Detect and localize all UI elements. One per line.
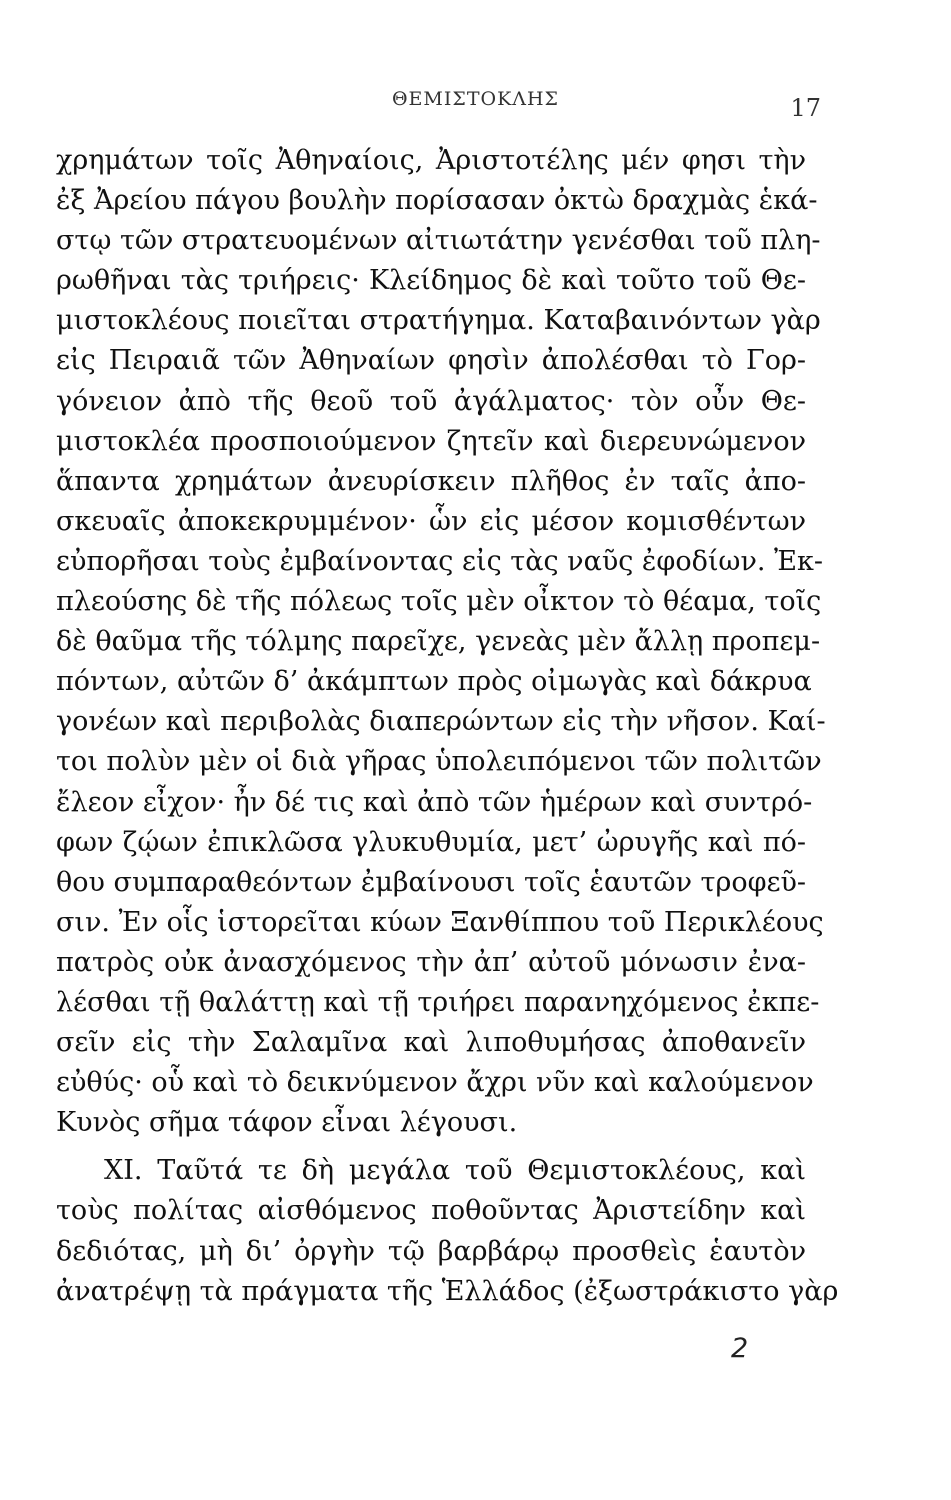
text-line: μιστοκλέους ποιεῖται στρατήγημα. Καταβαινόντων γὰρ xyxy=(56,305,821,337)
page-number: 17 xyxy=(790,94,821,122)
text-line: Κυνὸς σῆμα τάφον εἶναι λέγουσι. xyxy=(56,1107,518,1139)
text-line: ἔλεον εἶχον· ἦν δέ τις καὶ ἀπὸ τῶν ἡμέρων καὶ συντρό- xyxy=(56,786,813,818)
text-line: ἅπαντα χρημάτων ἀνευρίσκειν πλῆθος ἐν ταῖς ἀπο- xyxy=(56,465,806,497)
text-line: τοι πολὺν μὲν οἱ διὰ γῆρας ὑπολειπόμενοι τῶν πολιτῶν xyxy=(56,746,822,778)
text-line: γονέων καὶ περιβολὰς διαπερώντων εἰς τὴν νῆσον. Καί- xyxy=(56,706,826,738)
text-line: τοὺς πολίτας αἰσθόμενος ποθοῦντας Ἀριστείδην καὶ xyxy=(56,1195,806,1227)
text-line: χρημάτων τοῖς Ἀθηναίοις, Ἀριστοτέλης μέν φησι τὴν xyxy=(56,145,806,176)
text-line: πόντων, αὐτῶν δ’ ἀκάμπτων πρὸς οἰμωγὰς καὶ δάκρυα xyxy=(56,666,812,698)
text-line: πλεούσης δὲ τῆς πόλεως τοῖς μὲν οἶκτον τὸ θέαμα, τοῖς xyxy=(56,586,822,618)
text-line: ἀνατρέψῃ τὰ πράγματα τῆς Ἑλλάδος (ἐξωστράκιστο γὰρ xyxy=(56,1275,839,1307)
paragraph-1 xyxy=(56,141,826,1143)
paragraph-2 xyxy=(56,1151,839,1311)
text-line: θου συμπαραθεόντων ἐμβαίνουσι τοῖς ἑαυτῶν τροφεῦ- xyxy=(56,866,807,898)
text-line: δεδιότας, μὴ δι’ ὀργὴν τῷ βαρβάρῳ προσθεὶς ἑαυτὸν xyxy=(56,1235,806,1267)
text-line: λέσθαι τῇ θαλάττῃ καὶ τῇ τριήρει παρανηχόμενος ἐκπε- xyxy=(56,986,820,1018)
running-head: ΘΕΜΙΣΤΟΚΛΗΣ xyxy=(391,88,559,110)
text-line: εὐθύς· οὗ καὶ τὸ δεικνύμενον ἄχρι νῦν καὶ καλούμενον xyxy=(56,1067,814,1099)
text-line: ρωθῆναι τὰς τριήρεις· Κλείδημος δὲ καὶ τοῦτο τοῦ Θε- xyxy=(56,265,806,297)
text-line: δὲ θαῦμα τῆς τόλμης παρεῖχε, γενεὰς μὲν ἄλλῃ προπεμ- xyxy=(56,626,821,658)
text-line: σεῖν εἰς τὴν Σαλαμῖνα καὶ λιποθυμήσας ἀποθανεῖν xyxy=(56,1027,806,1059)
text-line: εὐπορῆσαι τοὺς ἐμβαίνοντας εἰς τὰς ναῦς ἐφοδίων. Ἐκ- xyxy=(56,545,824,577)
text-line: XI. Ταῦτά τε δὴ μεγάλα τοῦ Θεμιστοκλέους, καὶ xyxy=(104,1155,806,1187)
body-text xyxy=(56,141,839,1312)
text-line: πατρὸς οὐκ ἀνασχόμενος τὴν ἀπ’ αὐτοῦ μόνωσιν ἐνα- xyxy=(56,946,806,978)
text-line: φων ζῴων ἐπικλῶσα γλυκυθυμία, μετ’ ὠρυγῆς καὶ πό- xyxy=(56,826,806,858)
signature-mark: 2 xyxy=(731,1333,749,1364)
text-line: γόνειον ἀπὸ τῆς θεοῦ τοῦ ἀγάλματος· τὸν οὖν Θε- xyxy=(56,385,806,417)
text-line: σκευαῖς ἀποκεκρυμμένον· ὧν εἰς μέσον κομισθέντων xyxy=(56,505,806,537)
text-line: εἰς Πειραιᾶ τῶν Ἀθηναίων φησὶν ἀπολέσθαι τὸ Γορ- xyxy=(56,345,806,377)
text-line: στῳ τῶν στρατευομένων αἰτιωτάτην γενέσθαι τοῦ πλη- xyxy=(56,225,821,257)
text-line: ἐξ Ἀρείου πάγου βουλὴν πορίσασαν ὀκτὼ δραχμὰς ἑκά- xyxy=(56,185,818,217)
paragraph-gap xyxy=(56,1143,806,1151)
text-line: μιστοκλέα προσποιούμενον ζητεῖν καὶ διερευνώμενον xyxy=(56,425,806,457)
text-line: σιν. Ἐν οἷς ἱστορεῖται κύων Ξανθίππου τοῦ Περικλέους xyxy=(56,906,824,938)
